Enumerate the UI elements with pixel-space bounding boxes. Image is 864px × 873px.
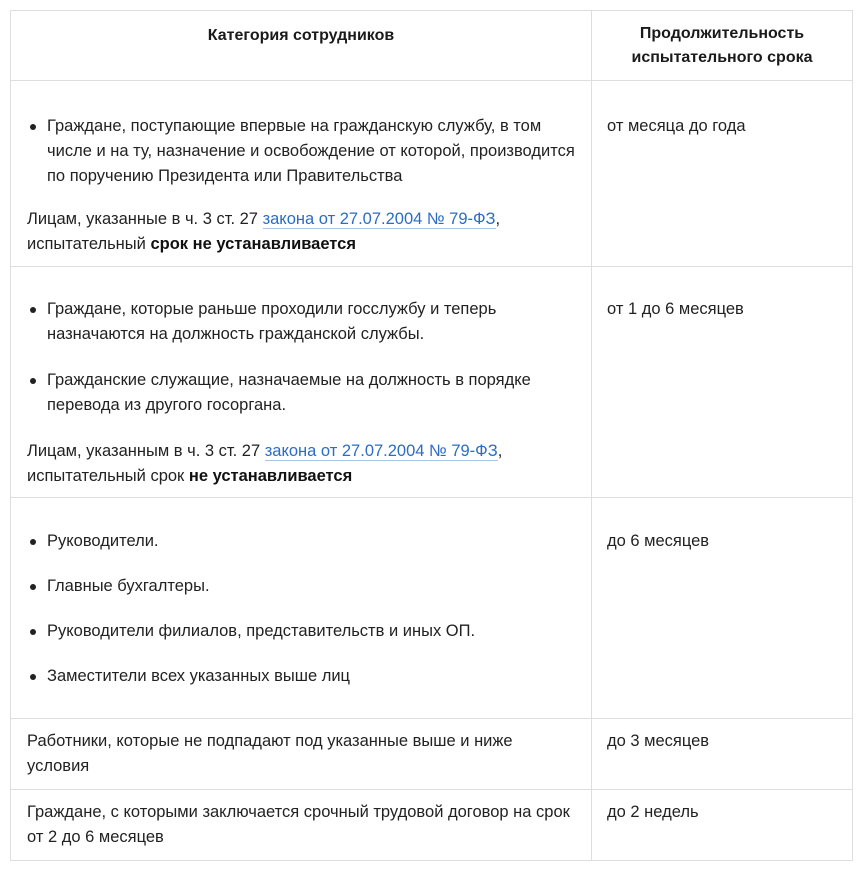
probation-period-table <box>10 10 853 861</box>
list-item: Руководители филиалов, представительств и иных ОП. <box>47 619 575 644</box>
bullet-list <box>27 529 575 689</box>
category-cell <box>11 498 592 719</box>
duration-cell: от месяца до года <box>592 81 853 267</box>
bullet-list <box>27 297 575 418</box>
table-row <box>11 81 853 267</box>
category-cell: Работники, которые не подпадают под указанные выше и ниже условия <box>11 719 592 790</box>
table-header-row <box>11 11 853 81</box>
note-emphasis: не устанавливается <box>188 467 353 485</box>
table-row <box>11 719 853 790</box>
duration-cell: до 2 недель <box>592 790 853 861</box>
law-link[interactable]: закона от 27.07.2004 № 79-ФЗ <box>264 442 498 460</box>
bullet-list <box>27 114 575 189</box>
table-row <box>11 498 853 719</box>
column-header-duration: Продолжительность испытательного срока <box>592 11 853 81</box>
list-item: Граждане, поступающие впервые на гражданскую службу, в том числе и на ту, назначение и освобождение от которой, производится по поручению Президента или Правительства <box>47 114 575 189</box>
category-cell: Граждане, с которыми заключается срочный трудовой договор на срок от 2 до 6 месяцев <box>11 790 592 861</box>
note-text: , испытательный срок <box>27 442 503 485</box>
note-text: Лицам, указанным в ч. 3 ст. 27 <box>27 442 265 460</box>
list-item: Граждане, которые раньше проходили госслужбу и теперь назначаются на должность гражданской службы. <box>47 297 575 347</box>
duration-cell: до 6 месяцев <box>592 498 853 719</box>
note-text: Лицам, указанные в ч. 3 ст. 27 <box>27 210 263 228</box>
duration-cell: от 1 до 6 месяцев <box>592 267 853 498</box>
table-row <box>11 267 853 498</box>
exception-note <box>27 439 575 489</box>
list-item: Заместители всех указанных выше лиц <box>47 664 575 689</box>
category-cell <box>11 267 592 498</box>
list-item: Гражданские служащие, назначаемые на должность в порядке перевода из другого госоргана. <box>47 368 575 418</box>
note-text: , испытательный <box>27 210 501 253</box>
note-emphasis: срок не устанавливается <box>150 235 356 253</box>
table-row <box>11 790 853 861</box>
list-item: Руководители. <box>47 529 575 554</box>
category-cell <box>11 81 592 267</box>
exception-note <box>27 207 575 257</box>
column-header-category: Категория сотрудников <box>11 11 592 81</box>
law-link[interactable]: закона от 27.07.2004 № 79-ФЗ <box>262 210 496 228</box>
list-item: Главные бухгалтеры. <box>47 574 575 599</box>
duration-cell: до 3 месяцев <box>592 719 853 790</box>
